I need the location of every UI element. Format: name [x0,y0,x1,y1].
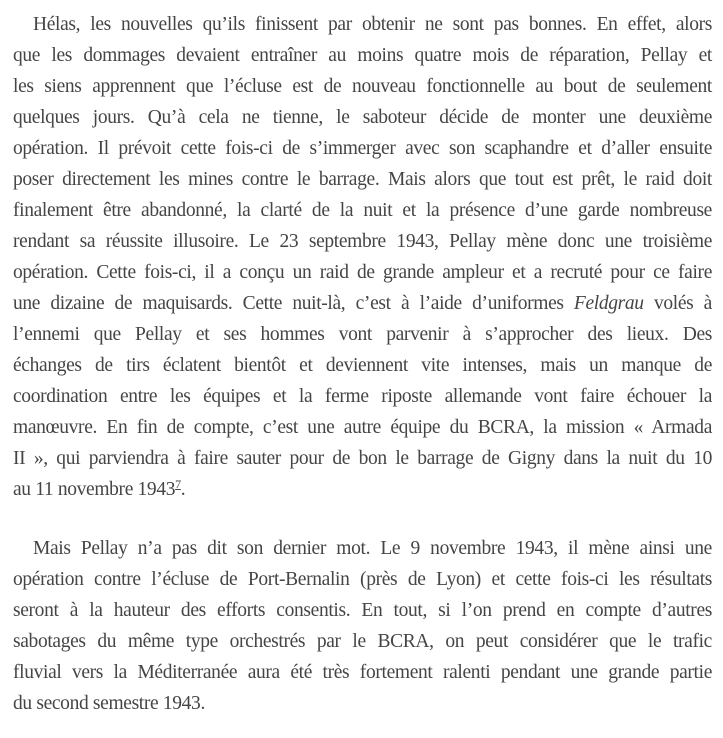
text-line: II », qui parviendra à faire sauter pour de bon le barrage de Gigny dans la nuit du 10 [13,448,712,469]
text-line: échanges de tirs éclatent bientôt et deviennent vite intenses, mais un manque de [13,355,712,376]
text-line [13,474,712,505]
paragraph-2 [13,533,712,719]
text-line: fluvial vers la Méditerranée aura été très fortement ralenti pendant une grande partie [13,662,712,683]
italic-term: Feldgrau [573,293,644,314]
text-line: rendant sa réussite illusoire. Le 23 septembre 1943, Pellay mène donc une troisième [13,231,712,252]
paragraph-1 [13,9,712,505]
text-line: opération. Il prévoit cette fois-ci de s’immerger avec son scaphandre et d’aller ensuite [13,138,712,159]
text-line: sabotages du même type orchestrés par le BCRA, on peut considérer que le trafic [13,631,712,652]
text-line: que les dommages devaient entraîner au moins quatre mois de réparation, Pellay et [13,45,712,66]
text-line: l’ennemi que Pellay et ses hommes vont parvenir à s’approcher des lieux. Des [13,324,712,345]
text-line: les siens apprennent que l’écluse est de nouveau fonctionnelle au bout de seulement [13,76,712,97]
text-line: finalement être abandonné, la clarté de la nuit et la présence d’une garde nombreuse [13,200,712,221]
article-body [13,9,712,719]
text-segment: une dizaine de maquisards. Cette nuit-là, c’est à l’aide d’uniformes [13,293,574,314]
text-line: quelques jours. Qu’à cela ne tienne, le saboteur décide de monter une deuxième [13,107,712,128]
text-line: Hélas, les nouvelles qu’ils finissent par obtenir ne sont pas bonnes. En effet, alors [33,14,712,35]
text-line: opération. Cette fois-ci, il a conçu un raid de grande ampleur et a recruté pour ce faire [13,262,712,283]
text-segment: volés à [643,293,712,314]
text-line: Mais Pellay n’a pas dit son dernier mot. Le 9 novembre 1943, il mène ainsi une [33,538,712,559]
text-line: poser directement les mines contre le barrage. Mais alors que tout est prêt, le raid doit [13,169,712,190]
text-line [13,288,712,319]
text-segment: . [180,479,186,500]
text-line: coordination entre les équipes et la ferme riposte allemande vont faire échouer la [13,386,712,407]
text-segment: au 11 novembre 1943 [13,479,176,500]
text-line: du second semestre 1943. [13,693,205,714]
text-line: opération contre l’écluse de Port-Bernalin (près de Lyon) et cette fois-ci les résultats [13,569,712,590]
text-line: manœuvre. En fin de compte, c’est une autre équipe du BCRA, la mission « Armada [13,417,712,438]
footnote-link[interactable]: 7 [175,477,181,491]
text-line: seront à la hauteur des efforts consentis. En tout, si l’on prend en compte d’autres [13,600,712,621]
